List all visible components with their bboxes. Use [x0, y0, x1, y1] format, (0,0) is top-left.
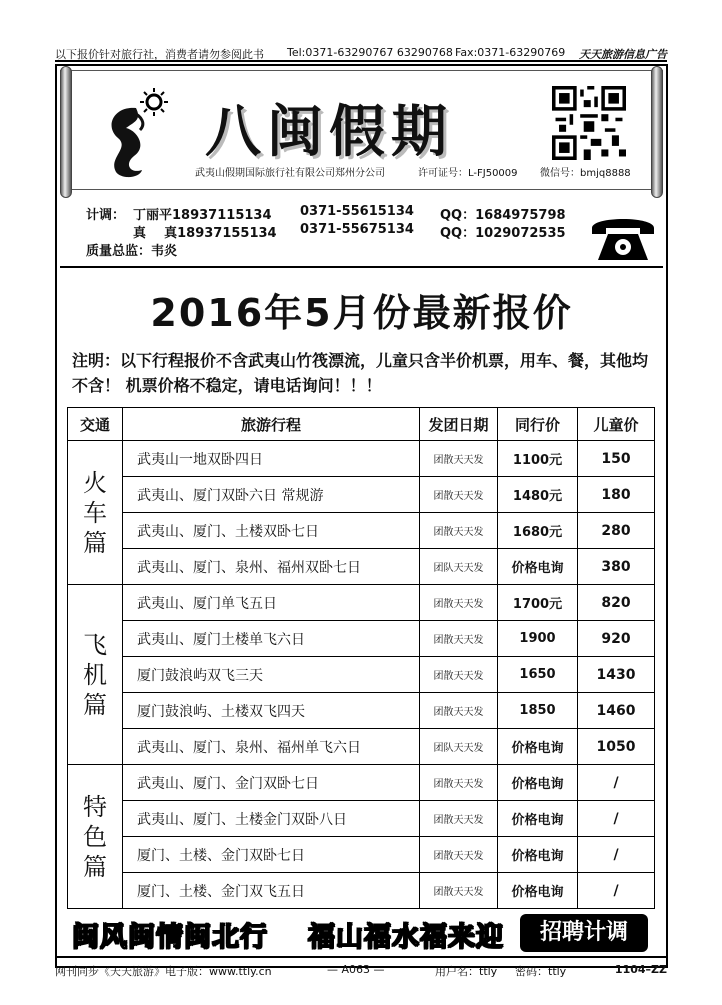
child-price: 820	[578, 585, 655, 621]
page-headline: 2016年5月份最新报价	[150, 291, 573, 335]
table-row	[68, 873, 655, 909]
departure: 团散天天发	[420, 513, 498, 549]
table-row	[68, 585, 655, 621]
peer-price: 1650	[498, 657, 578, 693]
operator-1: 丁丽平18937115134	[133, 208, 272, 223]
departure: 团散天天发	[420, 441, 498, 477]
peer-price: 1100元	[498, 441, 578, 477]
col-itinerary: 旅游行程	[123, 408, 420, 441]
child-price: /	[578, 765, 655, 801]
table-row	[68, 729, 655, 765]
agency-notice: 以下报价针对旅行社，消费者请勿参阅此书	[55, 48, 264, 61]
qr-code-icon[interactable]	[552, 86, 626, 160]
route: 厦门、土楼、金门双卧七日	[123, 837, 420, 873]
route: 武夷山、厦门、泉州、福州单飞六日	[123, 729, 420, 765]
child-price: /	[578, 873, 655, 909]
footer-bar	[55, 956, 667, 978]
peer-price: 1700元	[498, 585, 578, 621]
peer-price: 1480元	[498, 477, 578, 513]
departure: 团散天天发	[420, 585, 498, 621]
child-price: 1460	[578, 693, 655, 729]
table-row	[68, 621, 655, 657]
table-row	[68, 477, 655, 513]
top-info-bar	[55, 42, 667, 62]
scroll-left-decoration	[60, 66, 72, 198]
table-header-row	[68, 408, 655, 441]
child-price: 1050	[578, 729, 655, 765]
peer-price: 1900	[498, 621, 578, 657]
fax-number: Fax:0371-63290769	[455, 46, 566, 59]
col-peer-price: 同行价	[498, 408, 578, 441]
wechat-id: 微信号：bmjq8888	[540, 168, 631, 179]
peer-price: 价格电询	[498, 873, 578, 909]
departure: 团散天天发	[420, 837, 498, 873]
price-table	[67, 407, 655, 909]
operator-2: 真 真18937155134	[133, 226, 277, 241]
table-row	[68, 441, 655, 477]
departure: 团散天天发	[420, 621, 498, 657]
peer-price: 1850	[498, 693, 578, 729]
peer-price: 价格电询	[498, 549, 578, 585]
route: 武夷山、厦门、土楼金门双卧八日	[123, 801, 420, 837]
brand-title: 八闽假期	[205, 100, 453, 165]
slogan-right: 福山福水福来迎	[308, 922, 504, 953]
route: 武夷山、厦门、金门双卧七日	[123, 765, 420, 801]
peer-price: 价格电询	[498, 729, 578, 765]
route: 武夷山、厦门、泉州、福州双卧七日	[123, 549, 420, 585]
peer-price: 价格电询	[498, 837, 578, 873]
tel-numbers: Tel:0371-63290767 63290768	[287, 46, 453, 59]
child-price: 380	[578, 549, 655, 585]
scroll-right-decoration	[651, 66, 663, 198]
category-flight: 飞 机 篇	[68, 585, 123, 765]
peer-price: 价格电询	[498, 801, 578, 837]
peer-price: 1680元	[498, 513, 578, 549]
category-train: 火 车 篇	[68, 441, 123, 585]
route: 武夷山、厦门、土楼双卧七日	[123, 513, 420, 549]
table-row	[68, 549, 655, 585]
route: 厦门、土楼、金门双飞五日	[123, 873, 420, 909]
departure: 团散天天发	[420, 801, 498, 837]
peer-price: 价格电询	[498, 765, 578, 801]
online-sync-info: 网刊同步《天天旅游》电子版：www.ttly.cn	[55, 965, 272, 978]
table-row	[68, 837, 655, 873]
operator-label: 计调：	[86, 208, 126, 223]
departure: 团散天天发	[420, 873, 498, 909]
publisher-name: 天天旅游信息广告	[579, 48, 667, 61]
child-price: 280	[578, 513, 655, 549]
category-special: 特 色 篇	[68, 765, 123, 909]
table-row	[68, 765, 655, 801]
password: 密码：ttly	[515, 965, 567, 978]
dragon-logo-icon	[96, 86, 174, 182]
route: 武夷山、厦门土楼单飞六日	[123, 621, 420, 657]
route: 武夷山一地双卧四日	[123, 441, 420, 477]
child-price: /	[578, 837, 655, 873]
table-row	[68, 513, 655, 549]
child-price: /	[578, 801, 655, 837]
departure: 团散天天发	[420, 765, 498, 801]
quality-supervisor: 质量总监：韦炎	[86, 244, 178, 259]
contact-section	[60, 194, 663, 268]
operator-2-tel: 0371-55675134	[300, 222, 414, 237]
license-number: 许可证号：L-FJ50009	[418, 168, 518, 179]
route: 武夷山、厦门双卧六日 常规游	[123, 477, 420, 513]
operator-2-qq: QQ：1029072535	[440, 226, 566, 241]
departure: 团散天天发	[420, 477, 498, 513]
company-name: 武夷山假期国际旅行社有限公司郑州分公司	[195, 168, 385, 179]
child-price: 180	[578, 477, 655, 513]
operator-1-qq: QQ：1684975798	[440, 208, 566, 223]
route: 武夷山、厦门单飞五日	[123, 585, 420, 621]
table-row	[68, 657, 655, 693]
issue-code: 1104–ZZ	[614, 963, 667, 976]
col-transport: 交通	[68, 408, 123, 441]
recruit-badge: 招聘计调	[520, 914, 648, 952]
slogan-left: 闽风闽情闽北行	[72, 922, 268, 953]
telephone-icon	[588, 212, 658, 264]
child-price: 1430	[578, 657, 655, 693]
route: 厦门鼓浪屿、土楼双飞四天	[123, 693, 420, 729]
table-row	[68, 693, 655, 729]
col-child-price: 儿童价	[578, 408, 655, 441]
price-note: 注明：以下行程报价不含武夷山竹筏漂流，儿童只含半价机票，用车、餐，其他均不含！ 机票价格不稳定，请电话询问！！！	[72, 351, 649, 395]
departure: 团队天天发	[420, 729, 498, 765]
child-price: 150	[578, 441, 655, 477]
col-departure: 发团日期	[420, 408, 498, 441]
departure: 团散天天发	[420, 693, 498, 729]
child-price: 920	[578, 621, 655, 657]
route: 厦门鼓浪屿双飞三天	[123, 657, 420, 693]
page-number: — A063 —	[327, 963, 385, 976]
username: 用户名：ttly	[435, 965, 498, 978]
departure: 团队天天发	[420, 549, 498, 585]
table-row	[68, 801, 655, 837]
departure: 团散天天发	[420, 657, 498, 693]
operator-1-tel: 0371-55615134	[300, 204, 414, 219]
